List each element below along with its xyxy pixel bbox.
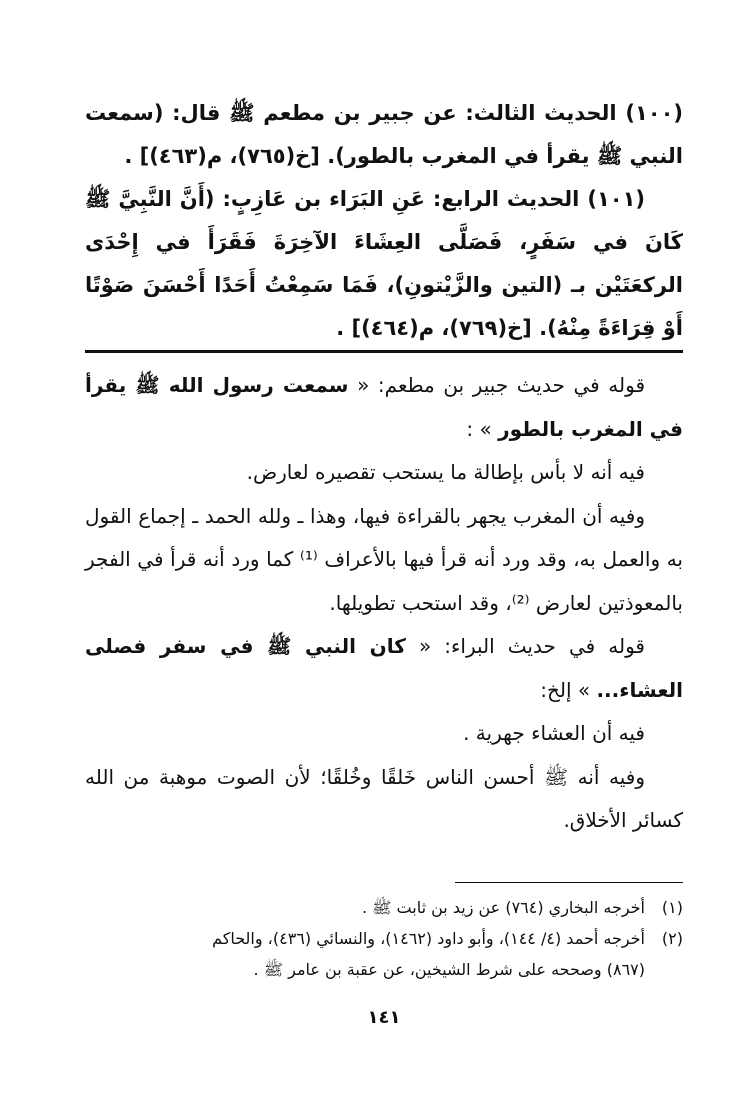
- commentary-paragraph-5: فيه أن العشاء جهرية .: [463, 721, 645, 745]
- hadith-100-line1: (١٠٠) الحديث الثالث: عن جبير بن مطعم ﷺ قال: (سمعت: [85, 101, 683, 125]
- footnote-2: [85, 923, 683, 954]
- hadith-101-line2: سَفَرٍ، فَصَلَّى العِشَاءَ الآخِرَةَ فَقَرَأَ في إِحْدَى الركعَتَيْن بـ (التين والزَّيْتونِ)،: [85, 230, 683, 297]
- footnote-divider: [455, 882, 683, 883]
- commentary-paragraph-4: [85, 625, 683, 712]
- commentary-p4-end: » إلخ:: [540, 677, 597, 702]
- hadith-section: [85, 92, 683, 350]
- footnote-number: (٢): [661, 929, 683, 948]
- hadith-100: [85, 92, 683, 178]
- footnote-1: [85, 892, 683, 923]
- commentary-p1-end: » :: [466, 416, 499, 441]
- commentary-paragraph-6: وفيه أنه ﷺ أحسن الناس خَلقًا وخُلقًا؛ لأن الصوت موهبة من الله كسائر الأخلاق.: [85, 764, 683, 832]
- hadith-100-line2: النبي ﷺ يقرأ في المغرب بالطور). [خ(٧٦٥)، م(٤٦٣)] .: [124, 144, 683, 168]
- commentary-p1-intro: قوله في حديث جبير بن مطعم: «: [348, 373, 645, 397]
- commentary-section: [85, 364, 683, 843]
- commentary-paragraph-3: وفيه أن المغرب يجهر بالقراءة فيها، وهذا ـ ولله الحمد ـ إجماع القول به والعمل به، وقد ورد أنه قرأ فيها بالأعراف ⁽¹⁾ كما ورد أنه قرأ في الفجر بالمعوذتين لعارض ⁽²⁾، وقد استحب تطويلها.: [85, 503, 683, 615]
- page-number: ١٤١: [367, 1007, 401, 1028]
- commentary-p4-quote: كان النبي ﷺ في سفر فصلى العشاء...: [85, 634, 683, 702]
- footnote-2-continuation: (٨٦٧) وصححه على شرط الشيخين، عن عقبة بن عامر ﷺ .: [253, 960, 645, 979]
- book-page: [85, 92, 683, 1105]
- footnote-number: (١): [661, 898, 683, 917]
- commentary-paragraph-2: فيه أنه لا بأس بإطالة ما يستحب تقصيره لعارض.: [246, 460, 645, 484]
- hadith-101-line3: فَمَا سَمِعْتُ أَحَدًا أَحْسَنَ صَوْتًا أَوْ قِرَاءَةً مِنْهُ). [خ(٧٦٩)، م(٤٦٤)] .: [85, 273, 683, 340]
- commentary-paragraph-1: [85, 364, 683, 451]
- footnotes: [85, 892, 683, 985]
- footnote-text: أخرجه البخاري (٧٦٤) عن زيد بن ثابت ﷺ .: [361, 898, 645, 917]
- commentary-p4-intro: قوله في حديث البراء: «: [405, 634, 645, 658]
- footnote-text: أخرجه أحمد (٤/ ١٤٤)، وأبو داود (١٤٦٢)، والنسائي (٤٣٦)، والحاكم: [212, 929, 645, 948]
- hadith-101-line1: (١٠١) الحديث الرابع: عَنِ البَرَاء بن عَازِبٍ: (أَنَّ النَّبِيَّ ﷺ كَانَ في: [85, 187, 683, 254]
- hadith-101: [85, 178, 683, 350]
- section-divider: [85, 350, 683, 353]
- commentary-p1-quote: سمعت رسول الله ﷺ يقرأ في المغرب بالطور: [85, 373, 683, 441]
